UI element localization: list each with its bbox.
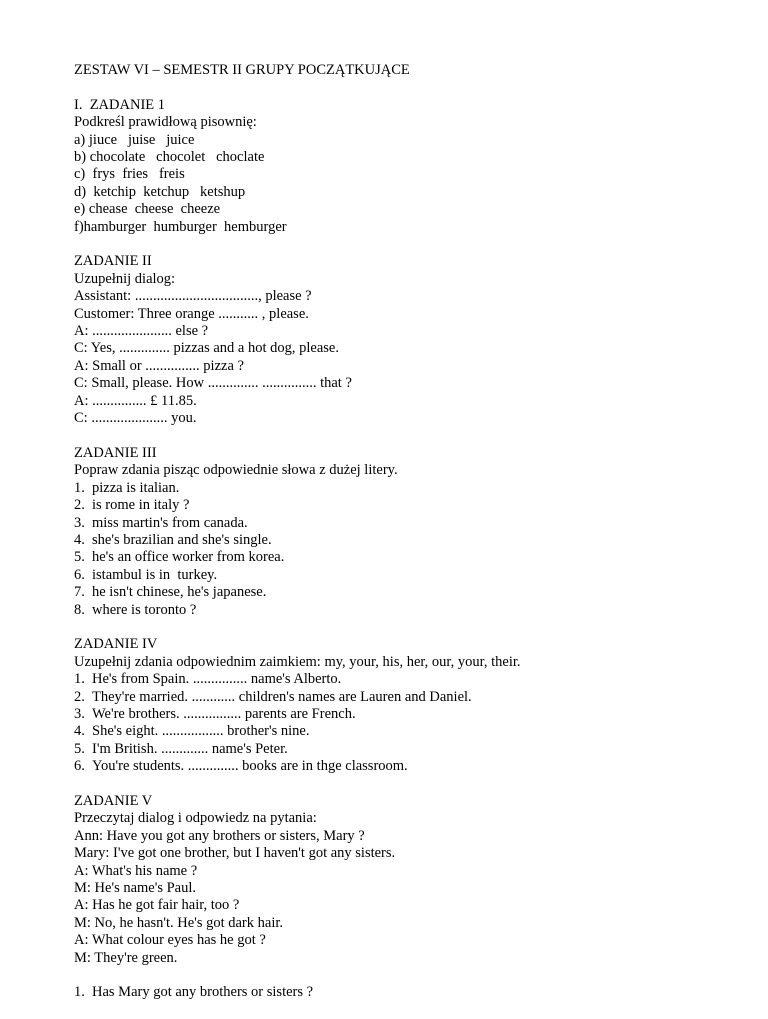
list-item (74, 706, 734, 723)
item-number: 6. (74, 758, 85, 775)
list-item (74, 515, 734, 532)
dialog-line: Ann: Have you got any brothers or sisters, Mary ? (74, 827, 365, 844)
question-item (74, 984, 734, 1001)
list-item (74, 689, 734, 706)
dialog-line: A: Has he got fair hair, too ? (74, 897, 240, 914)
item-text: They're married. ............ children's names are Lauren and Daniel. (92, 688, 472, 705)
item-text: He's from Spain. ............... name's Alberto. (92, 671, 342, 688)
exercise-1-item: c) frys fries freis (74, 166, 185, 183)
item-text: She's eight. ................. brother's nine. (92, 723, 310, 740)
dialog-line: C: Yes, .............. pizzas and a hot dog, please. (74, 340, 339, 357)
exercise-1-instruction: Podkreśl prawidłową pisownię: (74, 114, 257, 131)
spacer (74, 967, 734, 984)
item-number: 3. (74, 705, 85, 722)
item-text: he isn't chinese, he's japanese. (92, 584, 267, 601)
exercise-3-heading: ZADANIE III (74, 444, 157, 461)
exercise-2-heading: ZADANIE II (74, 253, 152, 270)
document-title: ZESTAW VI – SEMESTR II GRUPY POCZĄTKUJĄCE (74, 62, 410, 78)
exercise-4-instruction: Uzupełnij zdania odpowiednim zaimkiem: my, your, his, her, our, your, their. (74, 653, 521, 670)
exercise-1-item: b) chocolate chocolet choclate (74, 149, 265, 166)
list-item (74, 584, 734, 601)
dialog-line: M: No, he hasn't. He's got dark hair. (74, 914, 283, 931)
exercise-3-instruction: Popraw zdania pisząc odpowiednie słowa z dużej litery. (74, 462, 398, 479)
exercise-5-instruction: Przeczytaj dialog i odpowiedz na pytania: (74, 810, 317, 827)
dialog-line: A: Small or ............... pizza ? (74, 357, 244, 374)
item-number: 1. (74, 671, 85, 688)
exercise-1-heading: I. ZADANIE 1 (74, 96, 166, 113)
dialog-line: Assistant: .................................., please ? (74, 288, 312, 305)
list-item (74, 758, 734, 775)
exercise-1-item: a) jiuce juise juice (74, 131, 195, 148)
exercise-4 (74, 636, 734, 775)
item-number: 4. (74, 723, 85, 740)
question-text: Has Mary got any brothers or sisters ? (92, 984, 314, 1001)
item-number: 8. (74, 601, 85, 618)
exercise-2 (74, 253, 734, 427)
exercise-1-item: e) chease cheese cheeze (74, 201, 221, 218)
item-number: 3. (74, 514, 85, 531)
item-text: she's brazilian and she's single. (92, 531, 272, 548)
item-number: 2. (74, 688, 85, 705)
item-number: 5. (74, 549, 85, 566)
dialog-line: Mary: I've got one brother, but I haven't got any sisters. (74, 845, 396, 862)
item-number: 4. (74, 531, 85, 548)
dialog-line: A: ............... £ 11.85. (74, 392, 197, 409)
exercise-1-item: d) ketchip ketchup ketshup (74, 183, 246, 200)
list-item (74, 549, 734, 566)
item-number: 1. (74, 984, 85, 1001)
list-item (74, 671, 734, 688)
item-text: miss martin's from canada. (92, 514, 248, 531)
item-text: istambul is in turkey. (92, 566, 218, 583)
exercise-1-item: f)hamburger humburger hemburger (74, 218, 287, 235)
exercise-2-instruction: Uzupełnij dialog: (74, 270, 176, 287)
item-number: 7. (74, 584, 85, 601)
dialog-line: C: Small, please. How .............. ............... that ? (74, 375, 352, 392)
exercise-1 (74, 97, 734, 236)
item-text: where is toronto ? (92, 601, 197, 618)
item-text: You're students. .............. books are in thge classroom. (92, 758, 408, 775)
list-item (74, 480, 734, 497)
item-text: he's an office worker from korea. (92, 549, 285, 566)
item-text: I'm British. ............. name's Peter. (92, 740, 288, 757)
dialog-line: M: They're green. (74, 949, 178, 966)
item-number: 1. (74, 479, 85, 496)
list-item (74, 497, 734, 514)
list-item (74, 567, 734, 584)
exercise-4-heading: ZADANIE IV (74, 636, 158, 653)
dialog-line: A: ...................... else ? (74, 323, 209, 340)
document-page (74, 62, 734, 1019)
exercise-5-heading: ZADANIE V (74, 792, 153, 809)
item-number: 5. (74, 740, 85, 757)
item-text: We're brothers. ................ parents are French. (92, 705, 356, 722)
item-number: 2. (74, 497, 85, 514)
dialog-line: Customer: Three orange ........... , please. (74, 305, 309, 322)
dialog-line: A: What's his name ? (74, 862, 198, 879)
item-number: 6. (74, 566, 85, 583)
dialog-line: A: What colour eyes has he got ? (74, 932, 266, 949)
dialog-line: M: He's name's Paul. (74, 880, 197, 897)
item-text: is rome in italy ? (92, 497, 190, 514)
exercise-5 (74, 793, 734, 1002)
list-item (74, 741, 734, 758)
list-item (74, 532, 734, 549)
item-text: pizza is italian. (92, 479, 180, 496)
list-item (74, 602, 734, 619)
list-item (74, 723, 734, 740)
exercise-3 (74, 445, 734, 619)
dialog-line: C: ..................... you. (74, 410, 197, 427)
